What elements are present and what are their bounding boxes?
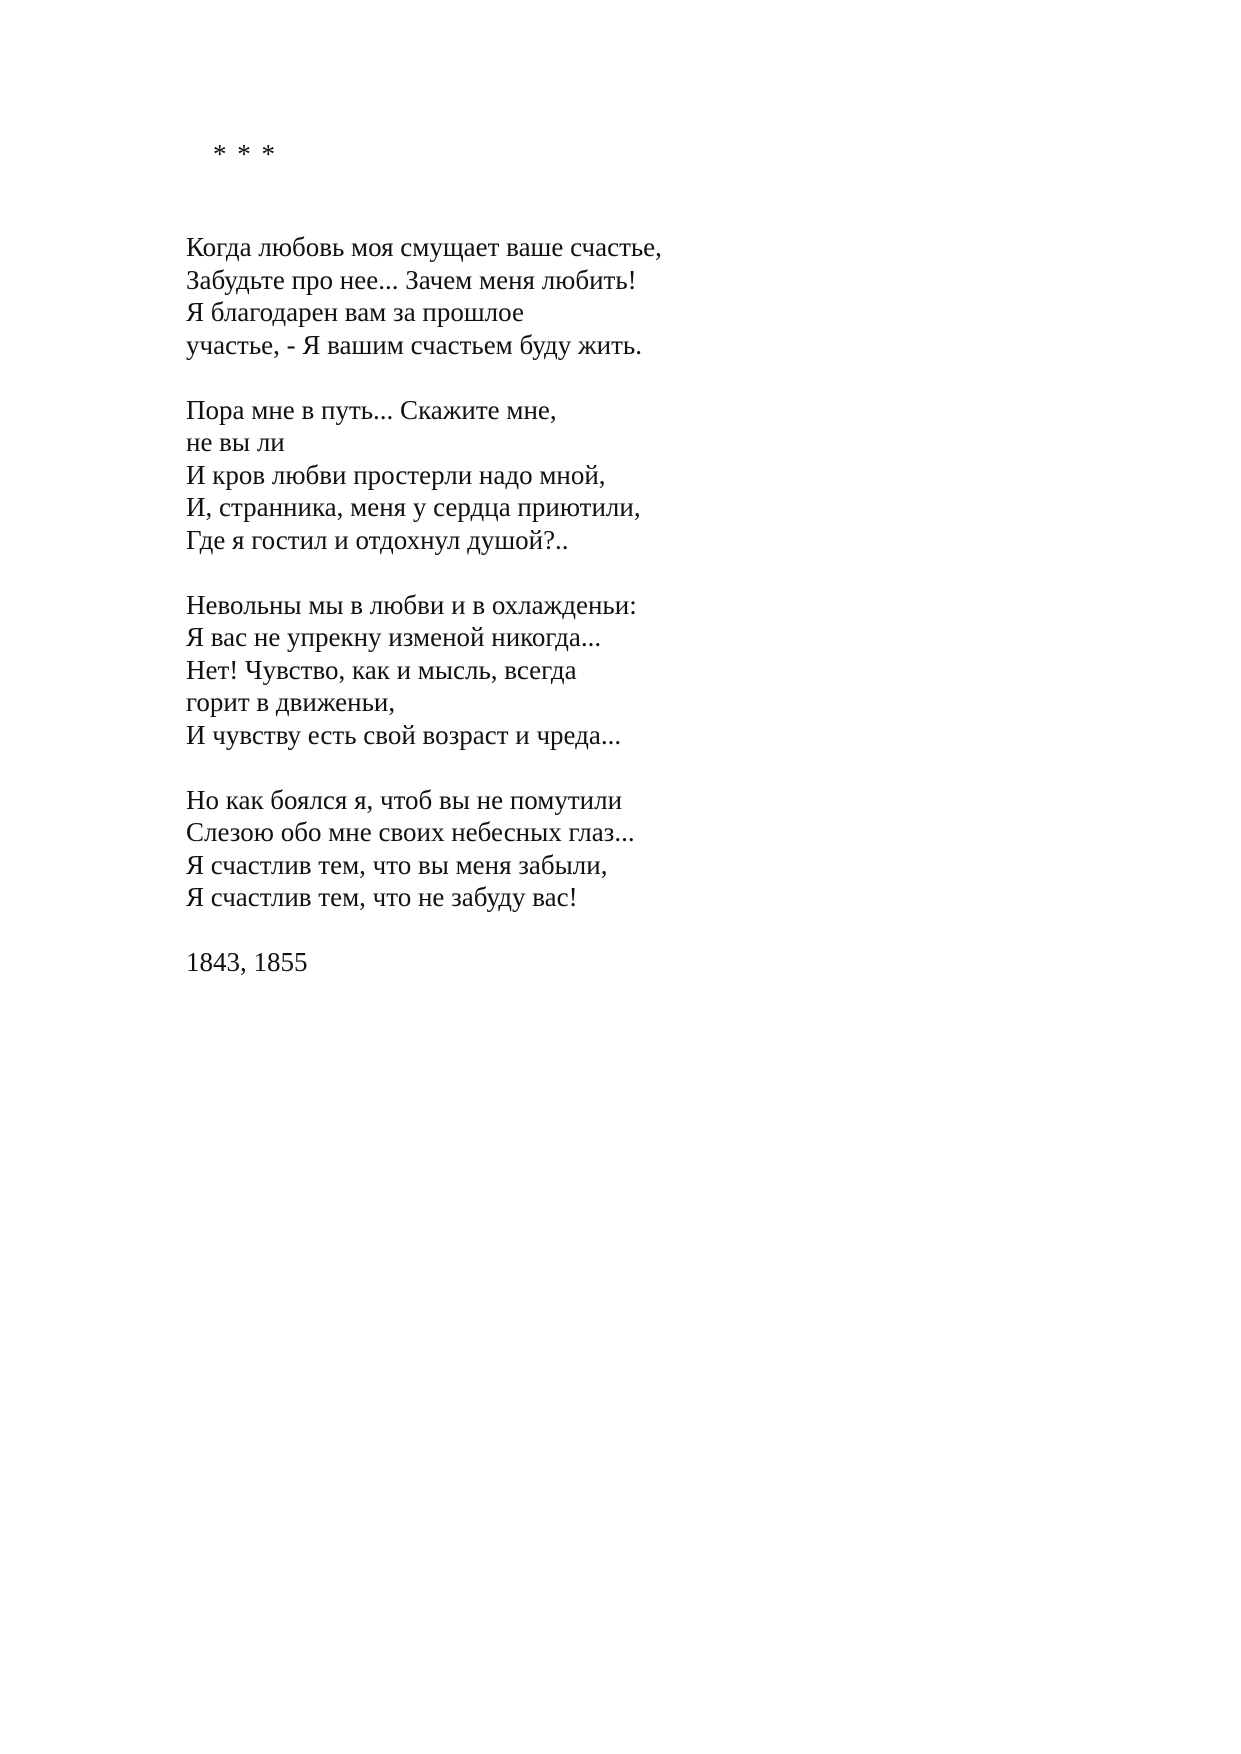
poem-date: 1843, 1855 xyxy=(186,947,308,977)
stanza-1 xyxy=(186,231,1086,361)
poem-line: Нет! Чувство, как и мысль, всегда xyxy=(186,654,577,685)
poem-line: Невольны мы в любви и в охлажденьи: xyxy=(186,589,637,620)
poem-line: Слезою обо мне своих небесных глаз... xyxy=(186,817,635,847)
poem-line: горит в движеньи, xyxy=(186,687,396,717)
poem-line: Когда любовь моя смущает ваше счастье, xyxy=(186,232,662,262)
section-asterisks: * * * xyxy=(213,139,277,169)
poem-line: И кров любви простерли надо мной, xyxy=(186,459,606,490)
poem-line: Я вас не упрекну изменой никогда... xyxy=(186,622,602,652)
poem-line: Забудьте про нее... Зачем меня любить! xyxy=(186,264,637,295)
poem-line: И, странника, меня у сердца приютили, xyxy=(186,492,641,522)
poem-line: участье, - Я вашим счастьем буду жить. xyxy=(186,329,642,360)
poem-line: Я счастлив тем, что не забуду вас! xyxy=(186,882,578,912)
poem-line: Я благодарен вам за прошлое xyxy=(186,297,524,327)
poem-line: Где я гостил и отдохнул душой?.. xyxy=(186,524,569,555)
poem-line: не вы ли xyxy=(186,427,285,457)
poem-line: Пора мне в путь... Скажите мне, xyxy=(186,394,557,425)
poem-line: И чувству есть свой возраст и чреда... xyxy=(186,719,622,750)
poem-line: Но как боялся я, чтоб вы не помутили xyxy=(186,784,623,815)
stanza-4 xyxy=(186,784,1086,914)
stanza-2 xyxy=(186,394,1086,557)
poem-body xyxy=(186,231,1086,979)
poem-line: Я счастлив тем, что вы меня забыли, xyxy=(186,849,608,880)
stanza-3 xyxy=(186,589,1086,752)
